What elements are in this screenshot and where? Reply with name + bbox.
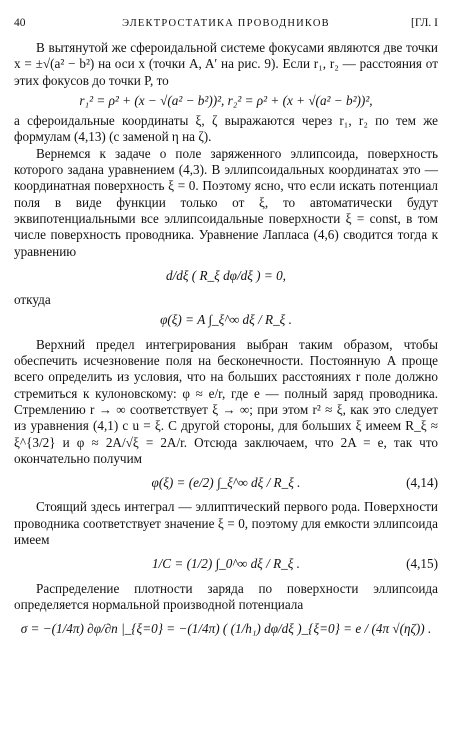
equation-4-15-number: (4,15) <box>406 556 438 572</box>
paragraph-spheroidal-coords: а сфероидальные координаты ξ, ζ выражаются через r₁, r₂ по тем же формулам (4,13) (с заменой η на ζ). <box>14 113 438 145</box>
paragraph-whence: откуда <box>14 292 51 308</box>
paragraph-charge-density: Распределение плотности заряда по поверхности эллипсоида определяется нормальной производной потенциала <box>14 580 438 612</box>
equation-focal-distances: r₁² = ρ² + (x − √(a² − b²))², r₂² = ρ² + (x + √(a² − b²))², <box>79 92 373 108</box>
running-title: ЭЛЕКТРОСТАТИКА ПРОВОДНИКОВ <box>122 18 330 29</box>
paragraph-elliptic-integral: Стоящий здесь интеграл — эллиптический первого рода. Поверхности проводника соответствует значение ξ = 0, поэтому для емкости эллипсоида имеем <box>14 499 438 548</box>
equation-4-15 <box>14 556 438 572</box>
paragraph-upper-limit: Верхний предел интегрирования выбран таким образом, чтобы обеспечить исчезновение поля на бесконечности. Постоянную A проще всего определить из условия, что на больших расстояниях r поле должно стремиться к кулоновскому: φ ≈ e/r, где e — полный заряд проводника. Стремлению r → ∞ соответствует ξ → ∞; при этом r² ≈ ξ, как это следует из уравнения (4,1) с u = ξ. С другой стороны, для больших ξ имеем R_ξ ≈ ξ^{3/2} и φ ≈ 2A/√ξ = 2A/r. Отсюда заключаем, что 2A = e, так что окончательно получим <box>14 336 438 466</box>
equation-laplace-reduced: d/dξ ( R_ξ dφ/dξ ) = 0, <box>166 267 286 283</box>
equation-potential-A: φ(ξ) = A ∫_ξ^∞ dξ / R_ξ . <box>160 312 292 328</box>
page-header <box>14 17 438 35</box>
equation-4-14 <box>14 475 438 491</box>
equation-4-15-body: 1/C = (1/2) ∫_0^∞ dξ / R_ξ . <box>152 556 300 572</box>
page-body <box>14 40 438 638</box>
paragraph-foci: В вытянутой же сфероидальной системе фокусами являются две точки x = ±√(a² − b²) на оси x (точки A, A′ на рис. 9). Если r₁, r₂ — расстояния от этих фокусов до точки P, то <box>14 40 438 88</box>
equation-4-14-body: φ(ξ) = (e/2) ∫_ξ^∞ dξ / R_ξ . <box>151 475 301 491</box>
equation-4-14-number: (4,14) <box>406 475 438 491</box>
chapter-label: [ГЛ. I <box>411 17 438 29</box>
page-number: 40 <box>14 17 26 29</box>
paragraph-ellipsoid-field: Вернемся к задаче о поле заряженного эллипсоида, поверхность которого задана уравнением (4,3). В эллипсоидальных координатах это — координатная поверхность ξ = 0. Поэтому ясно, что если искать потенциал поля в виде функции только от ξ, то автоматически будут эквипотенциальными все эллипсоидальные поверхности ξ = const, в том числе поверхность проводника. Уравнение Лапласа (4,6) сводится тогда к уравнению <box>14 145 438 259</box>
equation-surface-charge: σ = −(1/4π) ∂φ/∂n |_{ξ=0} = −(1/4π) ( (1/h₁) dφ/dξ )_{ξ=0} = e / (4π √(ηζ)) . <box>20 621 432 637</box>
